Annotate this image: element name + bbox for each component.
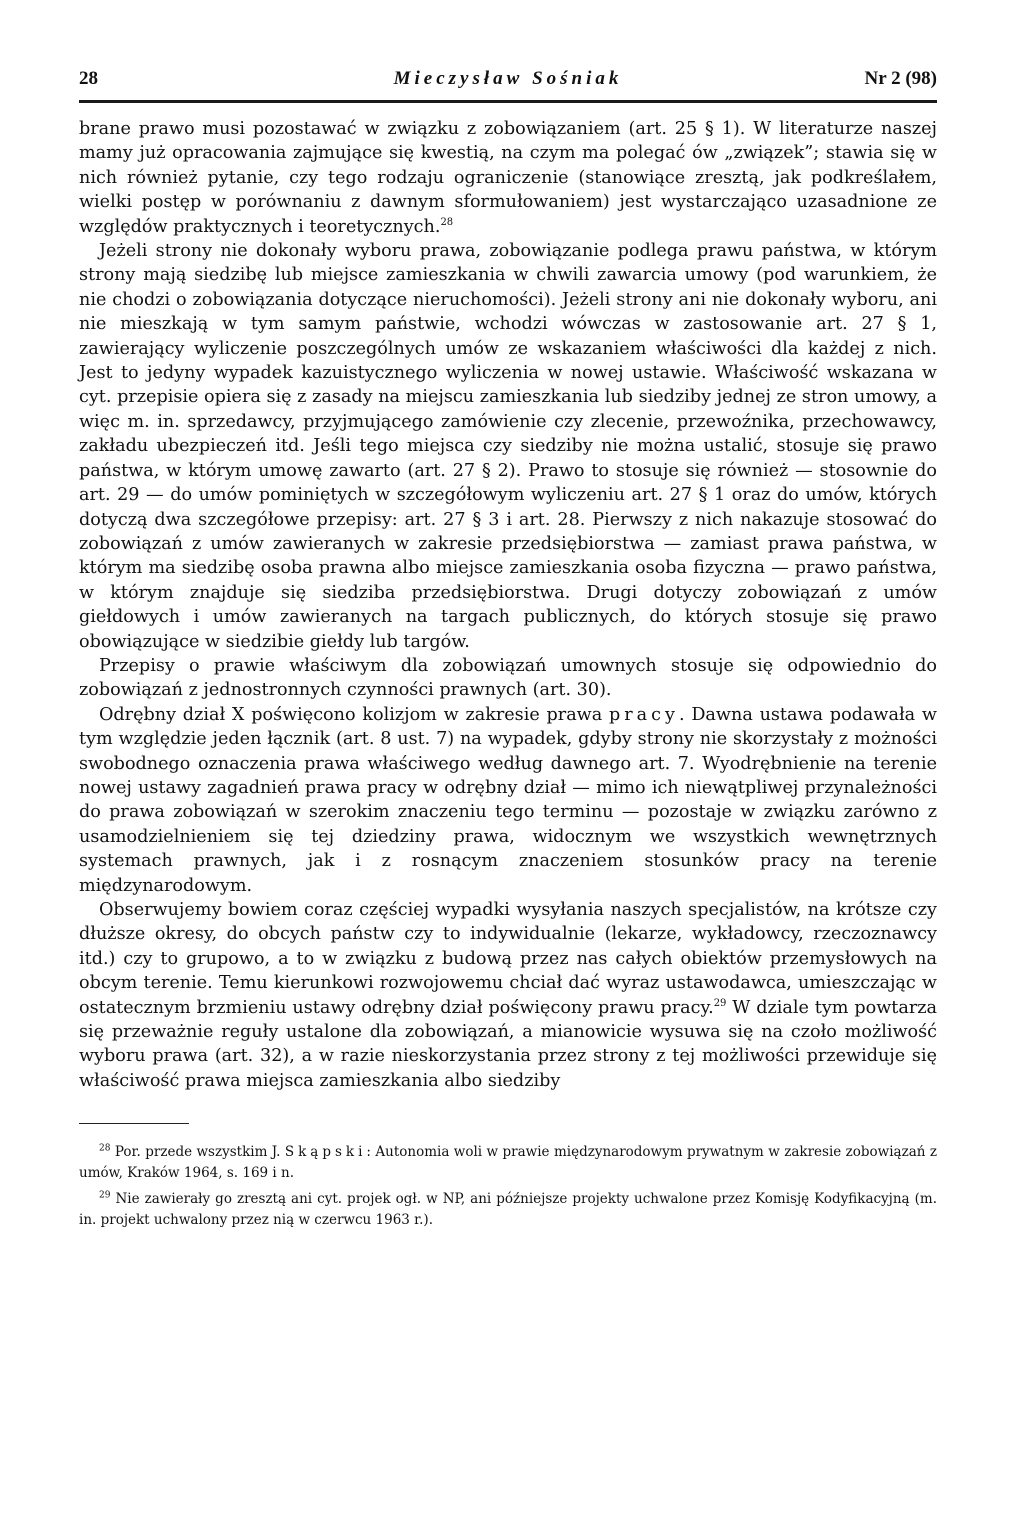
- footnote-ref-29: 29: [713, 997, 727, 1009]
- emphasis-pracy: pracy: [609, 704, 679, 725]
- paragraph-5-text-a: Obserwujemy bowiem coraz częściej wypadki wysyłania naszych specjalistów, na krótsze czy dłuższe okresy, do obcych państw czy to indywidualnie (lekarze, wykładowcy, rzeczoznawcy itd.) czy to grupowo, a to w związku z budową przez nas całych obiektów przemysłowych na obcym terenie. Temu kierunkowi rozwojowemu chciał dać wyraz ustawodawca, umieszczając w ostatecznym brzmieniu ustawy odrębny dział poświęcony prawu pracy.: [79, 900, 937, 1018]
- footnote-number: 29: [99, 1190, 111, 1201]
- footnote-ref-28: 28: [440, 216, 454, 228]
- footnote-28: [79, 1142, 937, 1183]
- footnote-29: [79, 1189, 937, 1230]
- paragraph-1-text: brane prawo musi pozostawać w związku z zobowiązaniem (art. 25 § 1). W literaturze naszej mamy już opracowania zajmujące się kwestią, na czym ma polegać ów „związek”; stawia się w nich również pytanie, czy tego rodzaju ograniczenie (stanowiące zresztą, jak podkreślałem, wielki postęp w porównaniu z dawnym sformułowaniem) jest wystarczająco uzasadnione ze względów praktycznych i teoretycznych.: [79, 119, 937, 237]
- footnote-text-a: Por. przede wszystkim J.: [114, 1144, 285, 1161]
- paragraph-1: [79, 117, 937, 239]
- footnotes: [79, 1142, 937, 1230]
- paragraph-4: [79, 703, 937, 898]
- body-text: [79, 117, 937, 1093]
- page-number: 28: [79, 68, 98, 89]
- running-author: Mieczysław Sośniak: [393, 68, 623, 89]
- footnote-text-b: : Autonomia woli w prawie międzynarodowym prywatnym w zakresie zobowiązań z umów, Kraków 1964, s. 169 i n.: [79, 1144, 937, 1181]
- paragraph-5-text-b: W dziale tym powtarza się przeważnie reguły ustalone dla zobowiązań, a mianowicie wysuwa się na czoło możliwość wyboru prawa (art. 32), a w razie nieskorzystania przez strony z tej możliwości przewiduje się właściwość prawa miejsca zamieszkania albo siedziby: [79, 997, 937, 1091]
- footnote-number: 28: [99, 1143, 111, 1154]
- paragraph-2: Jeżeli strony nie dokonały wyboru prawa, zobowiązanie podlega prawu państwa, w którym strony mają siedzibę lub miejsce zamieszkania w chwili zawarcia umowy (pod warunkiem, że nie chodzi o zobowiązania dotyczące nieruchomości). Jeżeli strony ani nie dokonały wyboru, ani nie mieszkają w tym samym państwie, wchodzi wówczas w zastosowanie art. 27 § 1, zawierający wyliczenie poszczególnych umów ze wskazaniem właściwości dla każdej z nich. Jest to jedyny wypadek kazuistycznego wyliczenia w nowej ustawie. Właściwość wskazana w cyt. przepisie opiera się z zasady na miejscu zamieszkania lub siedziby jednej ze stron umowy, a więc m. in. sprzedawcy, przyjmującego zamówienie czy zlecenie, przewoźnika, przechowawcy, zakładu ubezpieczeń itd. Jeśli tego miejsca czy siedziby nie można ustalić, stosuje się prawo państwa, w którym umowę zawarto (art. 27 § 2). Prawo to stosuje się również — stosownie do art. 29 — do umów pominiętych w szczegółowym wyliczeniu art. 27 § 1 oraz do umów, których dotyczą dwa szczegółowe przepisy: art. 27 § 3 i art. 28. Pierwszy z nich nakazuje stosować do zobowiązań z umów zawieranych w zakresie przedsiębiorstwa — zamiast prawa państwa, w którym ma siedzibę osoba prawna albo miejsce zamieszkania osoba fizyczna — prawo państwa, w którym znajduje się siedziba przedsiębiorstwa. Drugi dotyczy zobowiązań z umów giełdowych i umów zawieranych na targach publicznych, do których stosuje się prawo obowiązujące w siedzibie giełdy lub targów.: [79, 241, 937, 652]
- paragraph-5: [79, 898, 937, 1093]
- paragraph-3: Przepisy o prawie właściwym dla zobowiązań umownych stosuje się odpowiednio do zobowiązań z jednostronnych czynności prawnych (art. 30).: [79, 655, 937, 701]
- paragraph-4-text-b: . Dawna ustawa podawała w tym względzie jeden łącznik (art. 8 ust. 7) na wypadek, gdyby strony nie skorzystały z możności swobodnego oznaczenia prawa właściwego według dawnego art. 7. Wyodrębnienie na terenie nowej ustawy zagadnień prawa pracy w odrębny dział — mimo ich niewątpliwej przynależności do prawa zobowiązań w szerokim znaczeniu tego terminu — pozostaje w związku zarówno z usamodzielnieniem się tej dziedziny prawa, widocznym we wszystkich wewnętrznych systemach prawnych, jak i z rosnącym znaczeniem stosunków pracy na terenie międzynarodowym.: [79, 704, 937, 896]
- footnote-author-name: Skąpski: [284, 1144, 367, 1161]
- page: [79, 58, 937, 1236]
- issue-number: Nr 2 (98): [864, 68, 937, 89]
- paragraph-4-text-a: Odrębny dział X poświęcono kolizjom w zakresie prawa: [99, 704, 609, 725]
- footnote-text: Nie zawierały go zresztą ani cyt. projek ogł. w NP, ani późniejsze projekty uchwalone przez Komisję Kodyfikacyjną (m. in. projekt uchwalony przez nią w czerwcu 1963 r.).: [79, 1191, 937, 1228]
- running-header: [79, 58, 937, 103]
- footnote-separator: [79, 1123, 189, 1124]
